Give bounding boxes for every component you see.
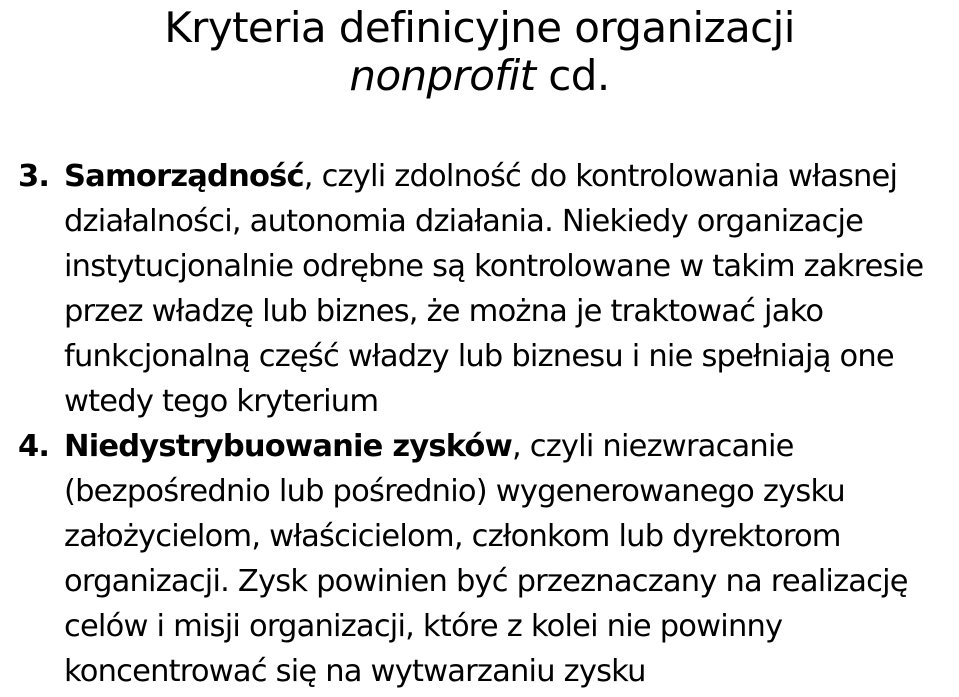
slide-title-line2 <box>0 52 959 100</box>
slide-title-line1: Kryteria definicyjne organizacji <box>164 3 795 52</box>
list-item-number: 4. <box>18 429 50 464</box>
slide-title <box>0 4 959 100</box>
list-item-description: , czyli zdolność do kontrolowania własnej działalności, autonomia działania. Niekiedy organizacje instytucjonalnie odrębne są kontrolowane w takim zakresie przez władzę lub biznes, że można je traktować jako funkcjonalną część władzy lub biznesu i nie spełniają one wtedy tego kryterium <box>64 159 924 419</box>
list-item-term: Niedystrybuowanie zysków <box>64 429 512 464</box>
slide-title-italic-word: nonprofit <box>349 51 536 100</box>
slide-title-suffix: cd. <box>535 51 610 100</box>
criteria-list <box>18 154 954 694</box>
list-item-samorzadnosc <box>18 154 954 424</box>
list-item-number: 3. <box>18 159 50 194</box>
list-item-description: , czyli niezwracanie (bezpośrednio lub pośrednio) wygenerowanego zysku założycielom, właścicielom, członkom lub dyrektorom organizacji. Zysk powinien być przeznaczany na realizację celów i misji organizacji, które z kolei nie powinny koncentrować się na wytwarzaniu zysku <box>64 429 908 689</box>
list-item-term: Samorządność <box>64 159 304 194</box>
list-item-niedystrybuowanie-zyskow <box>18 424 954 694</box>
